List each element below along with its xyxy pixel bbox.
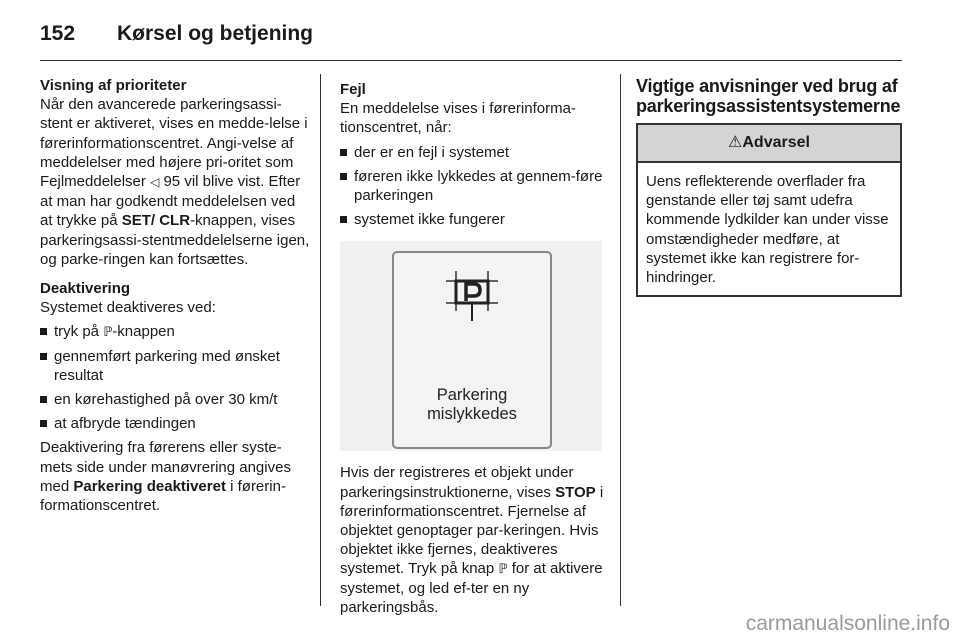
text: i førerin-formationscentret.	[40, 477, 286, 515]
parking-assist-icon: ℙ	[103, 324, 113, 340]
stop-label: STOP	[555, 483, 596, 501]
heading-line: parkeringsassistentsystemerne	[636, 96, 901, 116]
page-title: Kørsel og betjening	[117, 22, 314, 45]
warning-text: Uens reflekterende overflader fra genstande eller tøj samt udefra kommende lydkilder kan under visse omstændigheder medføre, at systemet ikke kan registrere for-hindringer.	[646, 173, 889, 287]
warning-icon: ⚠	[728, 134, 743, 152]
warning-title: Advarsel	[742, 134, 810, 152]
section-heading-deactivation: Deaktivering	[40, 280, 131, 298]
list-item: gennemført parkering med ønsket resultat	[40, 347, 310, 385]
warning-header	[638, 125, 900, 163]
column-divider	[620, 74, 621, 606]
list-item: systemet ikke fungerer	[340, 210, 608, 229]
list-item: der er en fejl i systemet	[340, 143, 608, 162]
text: -knappen, vises parkeringsassi-stentmeddelelserne igen, og parke-ringen kan fortsættes.	[40, 212, 310, 268]
section-heading-priority: Visning af prioriteter	[40, 77, 187, 94]
display-text-line: mislykkedes	[427, 405, 517, 424]
info-display	[392, 251, 552, 449]
display-text-line: Parkering	[436, 386, 508, 405]
deactivation-intro: Systemet deaktiveres ved:	[40, 299, 216, 317]
list-item	[40, 322, 310, 341]
display-illustration	[340, 241, 602, 451]
heading-line: Vigtige anvisninger ved brug af	[636, 76, 898, 96]
text: Når den avancerede parkeringsassi-stent er aktiveret, vises en medde-lelse i førerinformationscentret. Angi-velse af meddelelser med højere pri-oritet som Fejlmeddelelser	[40, 96, 308, 191]
list-item: en kørehastighed på over 30 km/t	[40, 390, 310, 409]
text: Hvis der registreres et objekt under parkeringsinstruktionerne, vises	[340, 464, 574, 501]
column-divider	[320, 74, 321, 606]
key-label: SET/ CLR	[121, 212, 191, 230]
watermark: carmanualsonline.info	[745, 612, 950, 635]
message-label: Parkering deaktiveret	[73, 477, 226, 495]
stop-paragraph	[340, 463, 608, 617]
priority-paragraph	[40, 95, 310, 269]
header-rule	[40, 60, 902, 61]
section-heading-error: Fejl	[340, 81, 366, 98]
page-reference-icon: ◁	[150, 175, 160, 190]
column-right	[636, 76, 902, 297]
column-left	[40, 76, 310, 515]
text: 95 vil blive vist. Efter at man har godkendt meddelelsen ved at trykke på	[40, 173, 301, 230]
text: i førerinformationscentret. Fjernelse af objektet genoptager par-keringen. Hvis objektet ikke fjernes, deaktiveres systemet. Tryk på knap	[340, 483, 604, 578]
text: -knappen	[112, 323, 175, 341]
parking-failed-icon	[394, 253, 550, 333]
text: for at aktivere systemet, og led ef-ter en ny parkeringsbås.	[340, 560, 603, 616]
list-item: føreren ikke lykkedes at gennem-føre parkeringen	[340, 167, 608, 205]
list-item: at afbryde tændingen	[40, 414, 310, 433]
section-heading-important	[636, 76, 902, 116]
column-middle	[340, 80, 608, 617]
page-number: 152	[40, 22, 76, 45]
text: tryk på	[54, 323, 100, 341]
parking-assist-icon: ℙ	[498, 561, 508, 577]
deactivation-paragraph	[40, 438, 310, 515]
error-intro: En meddelelse vises i førerinforma-tionscentret, når:	[340, 100, 576, 137]
text: Deaktivering fra førerens eller syste-mets side under manøvrering angives med	[40, 439, 291, 495]
warning-box	[636, 123, 902, 297]
